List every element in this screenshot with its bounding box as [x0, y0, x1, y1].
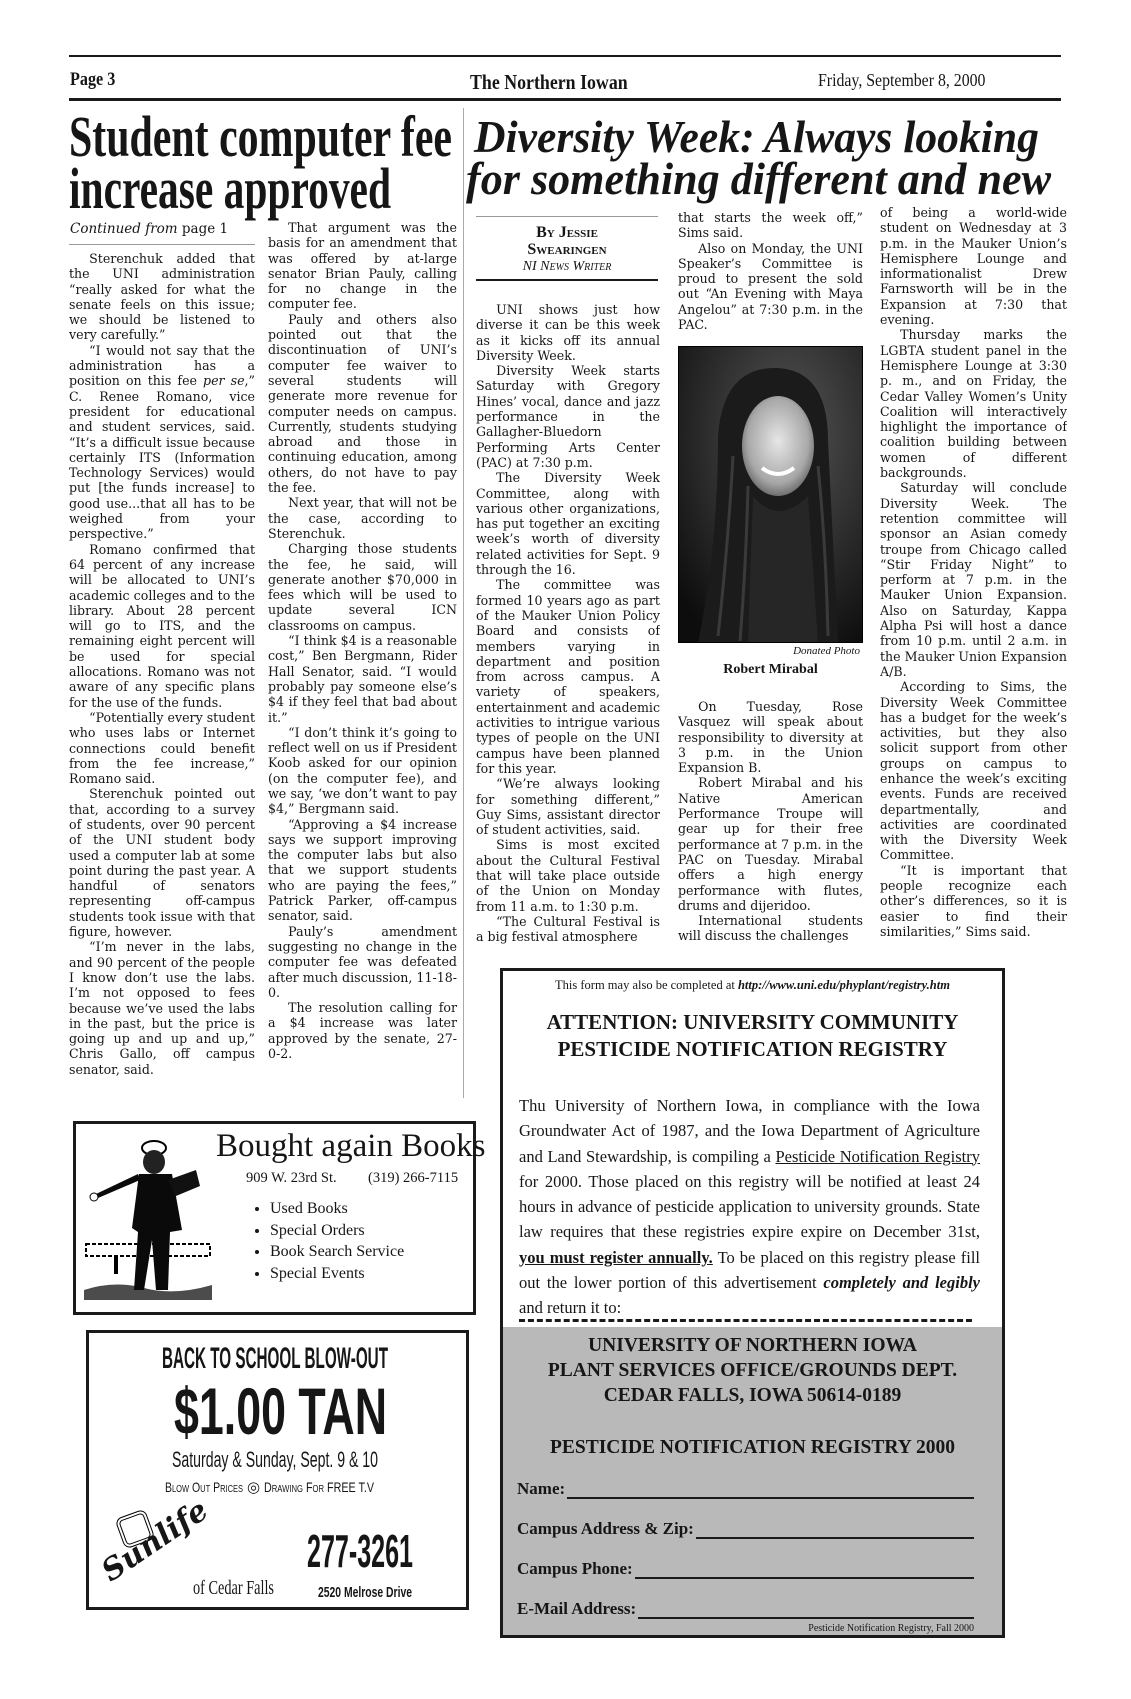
address-blank: [696, 1523, 974, 1539]
headline-text: increase approved: [69, 156, 391, 221]
field-label: Campus Address & Zip:: [517, 1519, 694, 1538]
text: 2520 Melrose Drive: [318, 1584, 412, 1601]
thumb-arm: [96, 1174, 140, 1198]
diversity-column-3: [880, 205, 1067, 947]
robert-mirabal-photo: [678, 346, 863, 643]
paragraph: that starts the week off,” Sims said.: [678, 210, 863, 241]
issue-date: Friday, September 8, 2000: [818, 70, 986, 90]
address-line: PLANT SERVICES OFFICE/GROUNDS DEPT.: [547, 1360, 958, 1381]
diversity-headline-line-2: [466, 153, 1076, 204]
service-item: • Special Events: [270, 1263, 404, 1285]
bookstore-ad: [73, 1121, 486, 1315]
registry-body: [519, 1093, 980, 1321]
paragraph: “We’re always looking for something different,” Guy Sims, assistant director of student activities, said.: [476, 776, 660, 838]
text-run: “I would not say that the administration has a position on this fee: [69, 342, 255, 389]
paragraph: “I’m never in the labs, and 90 percent of the people I know don’t use the labs. I’m not opposed to fees because we’ve used the labs in the past, but the price is going up and up and up,” Chris Gallo, off campus senator, said.: [69, 939, 255, 1077]
paragraph: UNI shows just how diverse it can be this week as it kicks off its annual Diversity Week.: [476, 302, 660, 363]
hitchhiker-illustration: [84, 1140, 214, 1305]
fee-column-2: [268, 220, 457, 1092]
name-blank: [567, 1483, 974, 1499]
diversity-column-2-bottom: [678, 699, 863, 944]
text: Saturday & Sunday, Sept. 9 & 10: [172, 1447, 378, 1472]
paragraph: The committee was formed 10 years ago as part of the Mauker Union Policy Board and consists of members varying in department and position from across campus. A variety of speakers, entertainment and academic activities to intrigue various types of people on the UNI campus have been planned for this year.: [476, 577, 660, 776]
paragraph: Romano confirmed that 64 percent of any increase will be allocated to UNI’s academic colleges and to the library. About 28 percent will go to ITS, and the remaining eight percent will be used for special allocations. Romano was not aware of any specific plans for the use of the funds.: [69, 541, 255, 710]
service-item: • Used Books: [270, 1198, 404, 1220]
body-text: for 2000. Those placed on this registry will be notified at least 24 hours in advance of pesticide application to university grounds. State law requires that these registries expire expire on December 31st,: [519, 1171, 980, 1242]
paragraph: Charging those students the fee, he said, will generate another $70,000 in fees which will be used to update several ICN classrooms on campus.: [268, 541, 457, 633]
title-line: PESTICIDE NOTIFICATION REGISTRY: [557, 1037, 948, 1061]
field-label: E-Mail Address:: [517, 1599, 637, 1618]
face: [742, 396, 814, 496]
bookstore-address: 909 W. 23rd St.: [246, 1170, 337, 1186]
campus-address-field: [517, 1519, 974, 1539]
paragraph: Thursday marks the LGBTA student panel in the Hemisphere Lounge at 3:30 p. m., and on Friday, the Cedar Valley Women’s Unity Coalition will interactively highlight the importance of coalition building between women of different backgrounds.: [880, 327, 1067, 481]
tan-phone: [307, 1526, 501, 1576]
paragraph: The Diversity Week Committee, along with various other organizations, has put together an exciting week’s worth of diversity related activities for Sept. 9 through the 16.: [476, 470, 660, 578]
shoulder: [748, 496, 818, 643]
body-text: and return it to:: [519, 1298, 622, 1318]
paragraph: “The Cultural Festival is a big festival atmosphere: [476, 913, 660, 945]
field-label: Campus Phone:: [517, 1559, 633, 1578]
text: BACK TO SCHOOL BLOW-OUT: [162, 1342, 388, 1375]
page-number: Page 3: [70, 69, 116, 90]
continued-prefix: Continued from: [70, 221, 178, 237]
text: 277-3261: [307, 1525, 413, 1577]
pesticide-registry-ad: [500, 968, 1005, 1638]
body-text: Thu University of Northern Iowa, in compliance with the Iowa Groundwater Act of 1987, and the Iowa Department of Agriculture and Land Stewardship, is compiling a: [519, 1096, 980, 1166]
paragraph: Also on Monday, the UNI Speaker’s Committee is proud to present the sold out “An Evening with Maya Angelou” at 7:30 p.m. in the PAC.: [678, 240, 863, 333]
service-item: • Special Orders: [270, 1220, 404, 1242]
mailing-address: [503, 1333, 1002, 1408]
legibly-emphasis: completely and legibly: [823, 1273, 980, 1293]
registry-form: [503, 1327, 1002, 1635]
email-field: [517, 1599, 974, 1619]
italic-run: per se: [203, 373, 245, 389]
photo-credit: Donated Photo: [793, 645, 860, 657]
form-title: PESTICIDE NOTIFICATION REGISTRY 2000: [549, 1437, 956, 1458]
paragraph: That argument was the basis for an amendment that was offered by at-large senator Brian Pauly, calling for no change in the computer fee.: [268, 220, 457, 312]
form-footer: Pesticide Notification Registry, Fall 2000: [808, 1623, 974, 1634]
service-item: • Book Search Service: [270, 1241, 404, 1263]
paragraph: Saturday will conclude Diversity Week. The retention committee will sponsor an Asian comedy troupe from Chicago called “Stir Friday Night” to perform at 7 p.m. in the Mauker Union Expansion. Also on Saturday, Kappa Alpha Psi will host a dance from 10 p.m. until 2 a.m. in the Mauker Union Expansion A/B.: [880, 480, 1067, 679]
paragraph: On Tuesday, Rose Vasquez will speak about responsibility to diversity at 3 p.m. in the Union Expansion B.: [678, 699, 863, 776]
web-note: [503, 978, 1002, 993]
email-blank: [638, 1603, 974, 1619]
tan-offer: [174, 1374, 488, 1448]
title-line: ATTENTION: UNIVERSITY COMMUNITY: [546, 1010, 959, 1034]
paragraph: “I think $4 is a reasonable cost,” Ben Bergmann, Rider Hall Senator, said. “I would probably pay someone else’s $4 if they feel that bad about it.”: [268, 633, 457, 725]
paragraph: Sims is most excited about the Cultural Festival that will take place outside of the Union on Monday from 11 a.m. to 1:30 p.m.: [476, 837, 660, 914]
paragraph: “Approving a $4 increase says we support improving the computer labs but also that we support students who are paying the fees,” Patrick Parker, off-campus senator, said.: [268, 816, 457, 924]
tanning-ad: [86, 1330, 469, 1610]
continued-rule: [69, 244, 255, 245]
headline-text: Diversity Week: Always looking: [474, 111, 1039, 162]
headline-text: Student computer fee: [69, 104, 452, 169]
paragraph: [69, 343, 255, 542]
registry-title: [503, 1009, 1002, 1063]
byline-top-rule: [476, 216, 658, 217]
masthead-bottom-rule: [69, 98, 1061, 101]
paragraph: Sterenchuk pointed out that, according to a survey of students, over 90 percent of the UNI student body used a computer lab at some point during the past year. A handful of senators representing off-campus students took issue with that figure, however.: [69, 786, 255, 940]
bookstore-services: [256, 1198, 404, 1284]
newspaper-name: The Northern Iowan: [470, 70, 628, 94]
byline: [476, 224, 658, 276]
paragraph: Pauly’s amendment suggesting no change in the computer fee was defeated after much discussion, 11-18-0.: [268, 923, 457, 1000]
sunlife-location: [193, 1577, 306, 1599]
annual-notice: you must register annually.: [519, 1247, 713, 1267]
tan-promo: [165, 1479, 380, 1496]
text: $1.00 TAN: [174, 1374, 387, 1448]
fee-column-1: [69, 251, 255, 1091]
headline-text: for something different and new: [466, 153, 1051, 204]
paragraph: International students will discuss the challenges: [678, 913, 863, 944]
paragraph: Diversity Week starts Saturday with Gregory Hines’ vocal, dance and jazz performance in the Gallagher-Bluedorn Performing Arts Center (PAC) at 7:30 p.m.: [476, 363, 660, 470]
text: of Cedar Falls: [193, 1577, 274, 1599]
byline-author-line-2: Swearingen: [527, 241, 607, 258]
paragraph: Pauly and others also pointed out that the discontinuation of UNI’s computer fee waiver to several students will generate more revenue for computer needs on campus. Currently, students studying abroad and those in continuing education, among others, do not have to pay the fee.: [268, 311, 457, 496]
paragraph: “I don’t think it’s going to reflect well on us if President Koob asked for our opinion (on the computer fee), and we say, ‘we don’t want to pay $4,” Bergmann said.: [268, 724, 457, 817]
paragraph: “Potentially every student who uses labs or Internet connections could benefit from the fee increase,” Romano said.: [69, 709, 255, 787]
field-label: Name:: [517, 1479, 566, 1498]
continued-from: [70, 221, 228, 237]
promo-left: [165, 1479, 243, 1496]
phone-blank: [635, 1563, 974, 1579]
photo-caption: Robert Mirabal: [723, 662, 818, 677]
bookstore-phone: (319) 266-7115: [368, 1170, 459, 1186]
paragraph: Robert Mirabal and his Native American Performance Troupe will gear up for their free performance at 7 p.m. in the PAC on Tuesday. Mirabal offers a high energy performance with flutes, drums and dijeridoo.: [678, 775, 863, 913]
bookstore-name: Bought again Books: [216, 1128, 486, 1164]
tan-address: [318, 1584, 454, 1601]
masthead-top-rule: [69, 55, 1061, 57]
diversity-column-1: [476, 302, 660, 948]
diversity-column-2-top: [678, 210, 863, 335]
text: Blow Out Prices: [165, 1479, 243, 1495]
tan-dates: [172, 1447, 493, 1472]
address-line: CEDAR FALLS, IOWA 50614-0189: [603, 1385, 902, 1406]
paragraph: According to Sims, the Diversity Week Committee has a budget for the week’s activities, but they also solicit support from other groups on campus to enhance the week’s exciting events. Funds are received departmentally, and activities are coordinated with the Diversity Week Committee.: [880, 679, 1067, 863]
text-run: ,” C. Renee Romano, vice president for educational and student services, said. “It’s a difficult issue because certainly ITS (Information Technology Services) would put [the funds increase] to good use...that all has to be weighed from your perspective.”: [69, 373, 255, 542]
sunlife-brand: Sunlife: [95, 1492, 215, 1589]
web-note-text: This form may also be completed at: [555, 978, 735, 992]
address-line: UNIVERSITY OF NORTHERN IOWA: [588, 1335, 917, 1356]
body-text: To be placed on this registry please fill out the lower portion of this advertisement: [519, 1247, 981, 1293]
bench-leg: [114, 1256, 118, 1274]
diversity-headline-line-1: [474, 111, 1070, 162]
paragraph: “It is important that people recognize each other’s differences, so it is easier to find their similarities,” Sims said.: [880, 862, 1067, 939]
fee-headline-line-2: [69, 156, 520, 221]
ground: [84, 1284, 212, 1300]
cut-line: [519, 1319, 972, 1322]
text: Drawing For FREE T.V: [264, 1479, 375, 1495]
sun-swirl-icon: ◎: [247, 1479, 261, 1496]
head: [143, 1150, 165, 1174]
registry-url: http://www.uni.edu/phyplant/registry.htm: [737, 978, 950, 992]
promo-right: [264, 1479, 374, 1496]
hand: [90, 1193, 98, 1201]
column-divider: [463, 108, 464, 1098]
name-field: [517, 1479, 974, 1499]
paragraph: The resolution calling for a $4 increase was later approved by the senate, 27-0-2.: [268, 1000, 457, 1062]
paragraph: Next year, that will not be the case, according to Sterenchuk.: [268, 495, 457, 541]
continued-page: page 1: [181, 221, 229, 237]
paragraph: Sterenchuk added that the UNI administration “really asked for what the senate feels on this issue; we should be listened to very carefully.”: [69, 251, 255, 343]
byline-author-line-1: By Jessie: [536, 224, 598, 241]
byline-bottom-rule: [476, 279, 658, 281]
byline-role: NI News Writer: [522, 259, 612, 274]
campus-phone-field: [517, 1559, 974, 1579]
paragraph: of being a world-wide student on Wednesday at 3 p.m. in the Mauker Union’s Hemisphere Lounge and informationalist Drew Farnsworth will be in the Expansion at 7:30 that evening.: [880, 205, 1067, 328]
registry-name: Pesticide Notification Registry: [775, 1146, 980, 1166]
